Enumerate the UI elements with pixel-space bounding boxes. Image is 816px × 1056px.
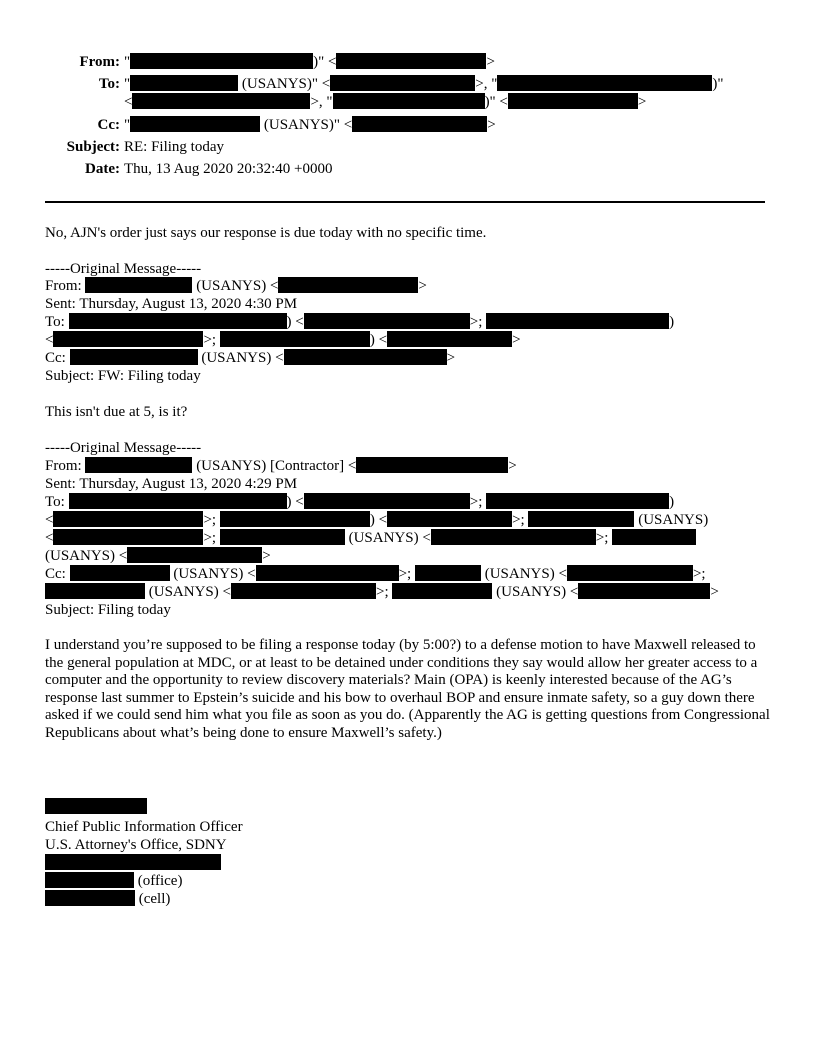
header-divider — [45, 201, 765, 203]
cc-value: " (USANYS)" < > — [124, 117, 496, 133]
redaction — [567, 565, 693, 581]
redaction — [528, 511, 634, 527]
redaction — [127, 547, 262, 563]
from-value: " )" < > — [124, 54, 495, 70]
redaction — [304, 313, 470, 329]
redaction — [486, 493, 669, 509]
orig2-sent: Sent: Thursday, August 13, 2020 4:29 PM — [45, 476, 298, 492]
redaction — [278, 277, 418, 293]
subject-label: Subject: — [66, 139, 120, 155]
signature-cell-phone — [45, 890, 170, 908]
redaction — [431, 529, 596, 545]
org-tag: (USANYS) — [638, 512, 709, 528]
orig2-to-cont-3: (USANYS) < > — [45, 548, 271, 564]
redaction — [256, 565, 399, 581]
date-value: Thu, 13 Aug 2020 20:32:40 +0000 — [124, 161, 333, 177]
redaction — [336, 53, 486, 69]
orig2-cc: Cc: (USANYS) < >; (USANYS) < >; — [45, 566, 706, 582]
redaction — [85, 457, 192, 473]
header-to-row-2 — [0, 93, 816, 111]
header-from-row — [0, 53, 816, 71]
office-phone-tag: (office) — [137, 873, 183, 889]
orig2-cc-cont: (USANYS) < >; (USANYS) < > — [45, 583, 719, 601]
date-label: Date: — [85, 161, 120, 177]
redaction — [85, 277, 192, 293]
redaction — [220, 529, 345, 545]
orig1-body: This isn't due at 5, is it? — [45, 404, 188, 420]
reply-body: No, AJN's order just says our response is due today with no specific time. — [45, 225, 487, 241]
redaction — [130, 116, 260, 132]
redaction — [352, 116, 487, 132]
org-tag: (USANYS) — [148, 584, 219, 600]
org-tag: (USANYS) — [173, 566, 244, 582]
redaction — [231, 583, 376, 599]
subject-value: RE: Filing today — [124, 139, 225, 155]
signature-name — [45, 798, 147, 816]
signature-office-phone — [45, 872, 182, 890]
cell-phone-tag: (cell) — [138, 891, 171, 907]
signature-address — [45, 854, 221, 872]
orig2-to-label: To: — [45, 494, 65, 510]
orig1-sent: Sent: Thursday, August 13, 2020 4:30 PM — [45, 296, 298, 312]
redaction — [53, 331, 203, 347]
redaction — [69, 313, 287, 329]
cc-label: Cc: — [97, 117, 120, 133]
org-tag: (USANYS) — [496, 584, 567, 600]
orig2-subject: Subject: Filing today — [45, 602, 171, 618]
header-to-row — [0, 75, 816, 93]
redaction — [220, 511, 370, 527]
redaction — [330, 75, 475, 91]
orig2-to-cont-1: < >; ) < >; (USANYS) — [45, 512, 709, 528]
redaction — [387, 331, 512, 347]
redaction — [45, 854, 221, 870]
header-subject-row — [0, 138, 816, 156]
redaction — [612, 529, 696, 545]
org-tag: (USANYS) [Contractor] — [196, 458, 345, 474]
redaction — [415, 565, 481, 581]
redaction — [45, 798, 147, 814]
orig2-separator: -----Original Message----- — [45, 440, 202, 456]
orig1-to-cont: < >; ) < > — [45, 332, 521, 348]
orig2-from-label: From: — [45, 458, 82, 474]
signature-title: Chief Public Information Officer — [45, 819, 243, 835]
orig1-from-label: From: — [45, 278, 82, 294]
org-tag: (USANYS) — [241, 76, 312, 92]
redaction — [53, 529, 203, 545]
from-label: From: — [79, 54, 120, 70]
redaction — [132, 93, 310, 109]
redaction — [45, 583, 145, 599]
orig1-cc-label: Cc: — [45, 350, 66, 366]
redaction — [356, 457, 508, 473]
orig2-from: From: (USANYS) [Contractor] < > — [45, 458, 517, 474]
redaction — [387, 511, 512, 527]
to-value: " (USANYS)" < >, " )" — [124, 76, 724, 92]
to-value-cont: < >, " )" < > — [124, 94, 647, 110]
redaction — [392, 583, 492, 599]
orig2-body: I understand you’re supposed to be filing a response today (by 5:00?) to a defense motion to have Maxwell released to the general population at MDC, or at least to be detained under conditions they say would allow her greater access to a computer and the opportunity to review discovery materials? Main (OPA) is keenly interested because of the AG’s response last summer to Epstein’s suicide and his bow to overhaul BOP and ensure inmate safety, so a guy down there asked if we could send him what you file as soon as you do. (Apparently the AG is getting questions from Congressional Republicans about what’s being done to ensure Maxwell’s safety.) — [45, 637, 770, 741]
header-cc-row — [0, 116, 816, 134]
org-tag: (USANYS) — [263, 117, 334, 133]
redaction — [284, 349, 447, 365]
redaction — [304, 493, 470, 509]
orig1-to: To: ) < >; ) — [45, 314, 675, 330]
org-tag: (USANYS) — [201, 350, 272, 366]
redaction — [70, 349, 198, 365]
orig1-separator: -----Original Message----- — [45, 261, 202, 277]
signature-office: U.S. Attorney's Office, SDNY — [45, 837, 227, 853]
redaction — [53, 511, 203, 527]
redaction — [220, 331, 370, 347]
orig1-subject: Subject: FW: Filing today — [45, 368, 201, 384]
redaction — [578, 583, 710, 599]
org-tag: (USANYS) — [484, 566, 555, 582]
orig1-to-label: To: — [45, 314, 65, 330]
to-label: To: — [98, 76, 120, 92]
redaction — [130, 53, 313, 69]
redaction — [45, 872, 134, 888]
redaction — [486, 313, 669, 329]
orig1-from: From: (USANYS) < > — [45, 278, 427, 294]
org-tag: (USANYS) — [196, 278, 267, 294]
org-tag: (USANYS) — [348, 530, 419, 546]
orig2-cc-label: Cc: — [45, 566, 66, 582]
org-tag: (USANYS) — [45, 548, 116, 564]
redaction — [333, 93, 485, 109]
redaction — [497, 75, 712, 91]
orig2-to-cont-2: < >; (USANYS) < >; — [45, 529, 696, 547]
orig1-cc: Cc: (USANYS) < > — [45, 350, 456, 366]
redaction — [70, 565, 170, 581]
header-date-row — [0, 160, 816, 178]
redaction — [69, 493, 287, 509]
orig2-to: To: ) < >; ) — [45, 494, 675, 510]
redaction — [130, 75, 238, 91]
redaction — [508, 93, 638, 109]
redaction — [45, 890, 135, 906]
